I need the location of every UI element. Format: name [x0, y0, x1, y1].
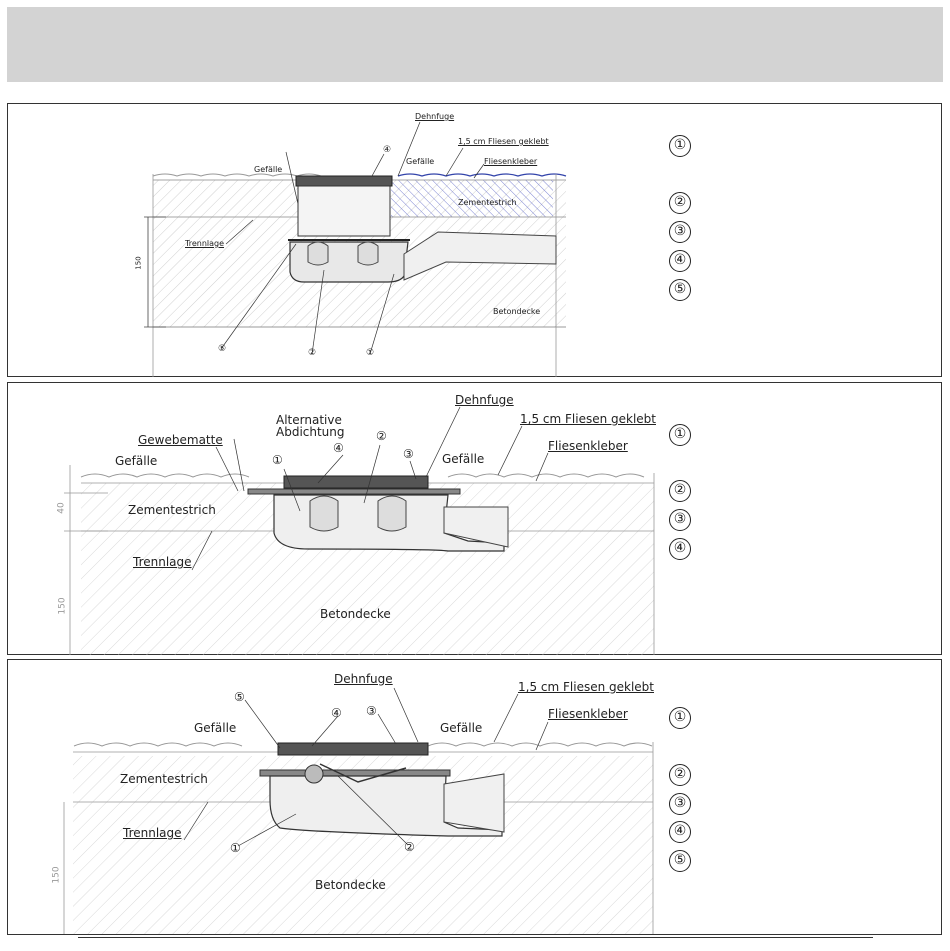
label-zementestrich: Zementestrich	[458, 198, 517, 207]
legend-number-4: ④	[669, 821, 691, 843]
callout-3: ③	[366, 704, 377, 718]
callout-5: ⑤	[218, 344, 227, 354]
label-gefaelle-left: Gefälle	[194, 721, 237, 735]
legend-number-2: ②	[669, 192, 691, 214]
callout-3: ③	[403, 447, 414, 461]
legend-number-3: ③	[669, 221, 691, 243]
callout-2: ②	[404, 840, 415, 854]
label-fliesen: 1,5 cm Fliesen geklebt	[520, 412, 656, 426]
label-trennlage: Trennlage	[123, 826, 182, 840]
drain-flange-2	[248, 489, 460, 494]
legend-number-1: ①	[669, 424, 691, 446]
label-dim-40: 40	[56, 502, 67, 514]
label-dehnfuge: Dehnfuge	[455, 393, 514, 407]
label-gefaelle-right: Gefälle	[406, 157, 435, 166]
legend-number-5: ⑤	[669, 850, 691, 872]
label-betondecke: Betondecke	[315, 878, 386, 892]
drain-grate-3	[278, 743, 428, 755]
legend-number-1: ①	[669, 707, 691, 729]
panel-2-drawing	[8, 383, 943, 656]
label-betondecke: Betondecke	[320, 607, 391, 621]
callout-4: ④	[383, 145, 392, 155]
drain-valve-3	[305, 765, 323, 783]
legend-number-1: ①	[669, 135, 691, 157]
drain-grate-2	[284, 476, 428, 488]
legend-number-2: ②	[669, 764, 691, 786]
label-dim-150: 150	[51, 866, 62, 884]
callout-5: ⑤	[234, 690, 245, 704]
drain-flange-3	[260, 770, 450, 776]
callout-4: ④	[333, 441, 344, 455]
legend-number-3: ③	[669, 793, 691, 815]
legend-number-5: ⑤	[669, 279, 691, 301]
panel-3-drawing	[8, 660, 943, 936]
drawing-panel-2	[7, 382, 942, 655]
label-dehnfuge: Dehnfuge	[334, 672, 393, 686]
drain-upper-body-1	[298, 186, 390, 236]
label-fliesen: 1,5 cm Fliesen geklebt	[458, 137, 549, 146]
label-trennlage: Trennlage	[133, 555, 192, 569]
label-fliesen: 1,5 cm Fliesen geklebt	[518, 680, 654, 694]
label-fliesenkleber: Fliesenkleber	[484, 157, 538, 166]
callout-1: ①	[230, 841, 241, 855]
label-fliesenkleber: Fliesenkleber	[548, 707, 628, 721]
callout-2: ②	[376, 429, 387, 443]
label-gefaelle-right: Gefälle	[440, 721, 483, 735]
label-fliesenkleber: Fliesenkleber	[548, 439, 628, 453]
legend-number-3: ③	[669, 509, 691, 531]
label-zementestrich: Zementestrich	[128, 503, 216, 517]
label-dim-150: 150	[57, 597, 68, 615]
label-trennlage: Trennlage	[185, 239, 225, 248]
label-betondecke: Betondecke	[493, 307, 541, 316]
callout-1: ①	[366, 348, 375, 358]
drain-grate-1	[296, 176, 392, 186]
header-band	[7, 7, 943, 82]
label-alternative: Alternative	[276, 413, 342, 427]
callout-4: ④	[331, 706, 342, 720]
drawing-panel-3	[7, 659, 942, 935]
label-gewebematte: Gewebematte	[138, 433, 223, 447]
legend-number-4: ④	[669, 250, 691, 272]
footer-rule	[78, 937, 873, 938]
label-gefaelle-left: Gefälle	[115, 454, 158, 468]
label-gefaelle-right: Gefälle	[442, 452, 485, 466]
label-zementestrich: Zementestrich	[120, 772, 208, 786]
label-dim-150: 150	[134, 256, 143, 270]
legend-number-2: ②	[669, 480, 691, 502]
drain-outlet-3	[444, 774, 504, 832]
drawing-panel-1	[7, 103, 942, 377]
label-gefaelle-left: Gefälle	[254, 165, 283, 174]
legend-number-4: ④	[669, 538, 691, 560]
callout-1: ①	[272, 453, 283, 467]
label-dehnfuge: Dehnfuge	[415, 112, 455, 121]
callout-2: ②	[308, 348, 317, 358]
label-abdichtung: Abdichtung	[276, 425, 345, 439]
